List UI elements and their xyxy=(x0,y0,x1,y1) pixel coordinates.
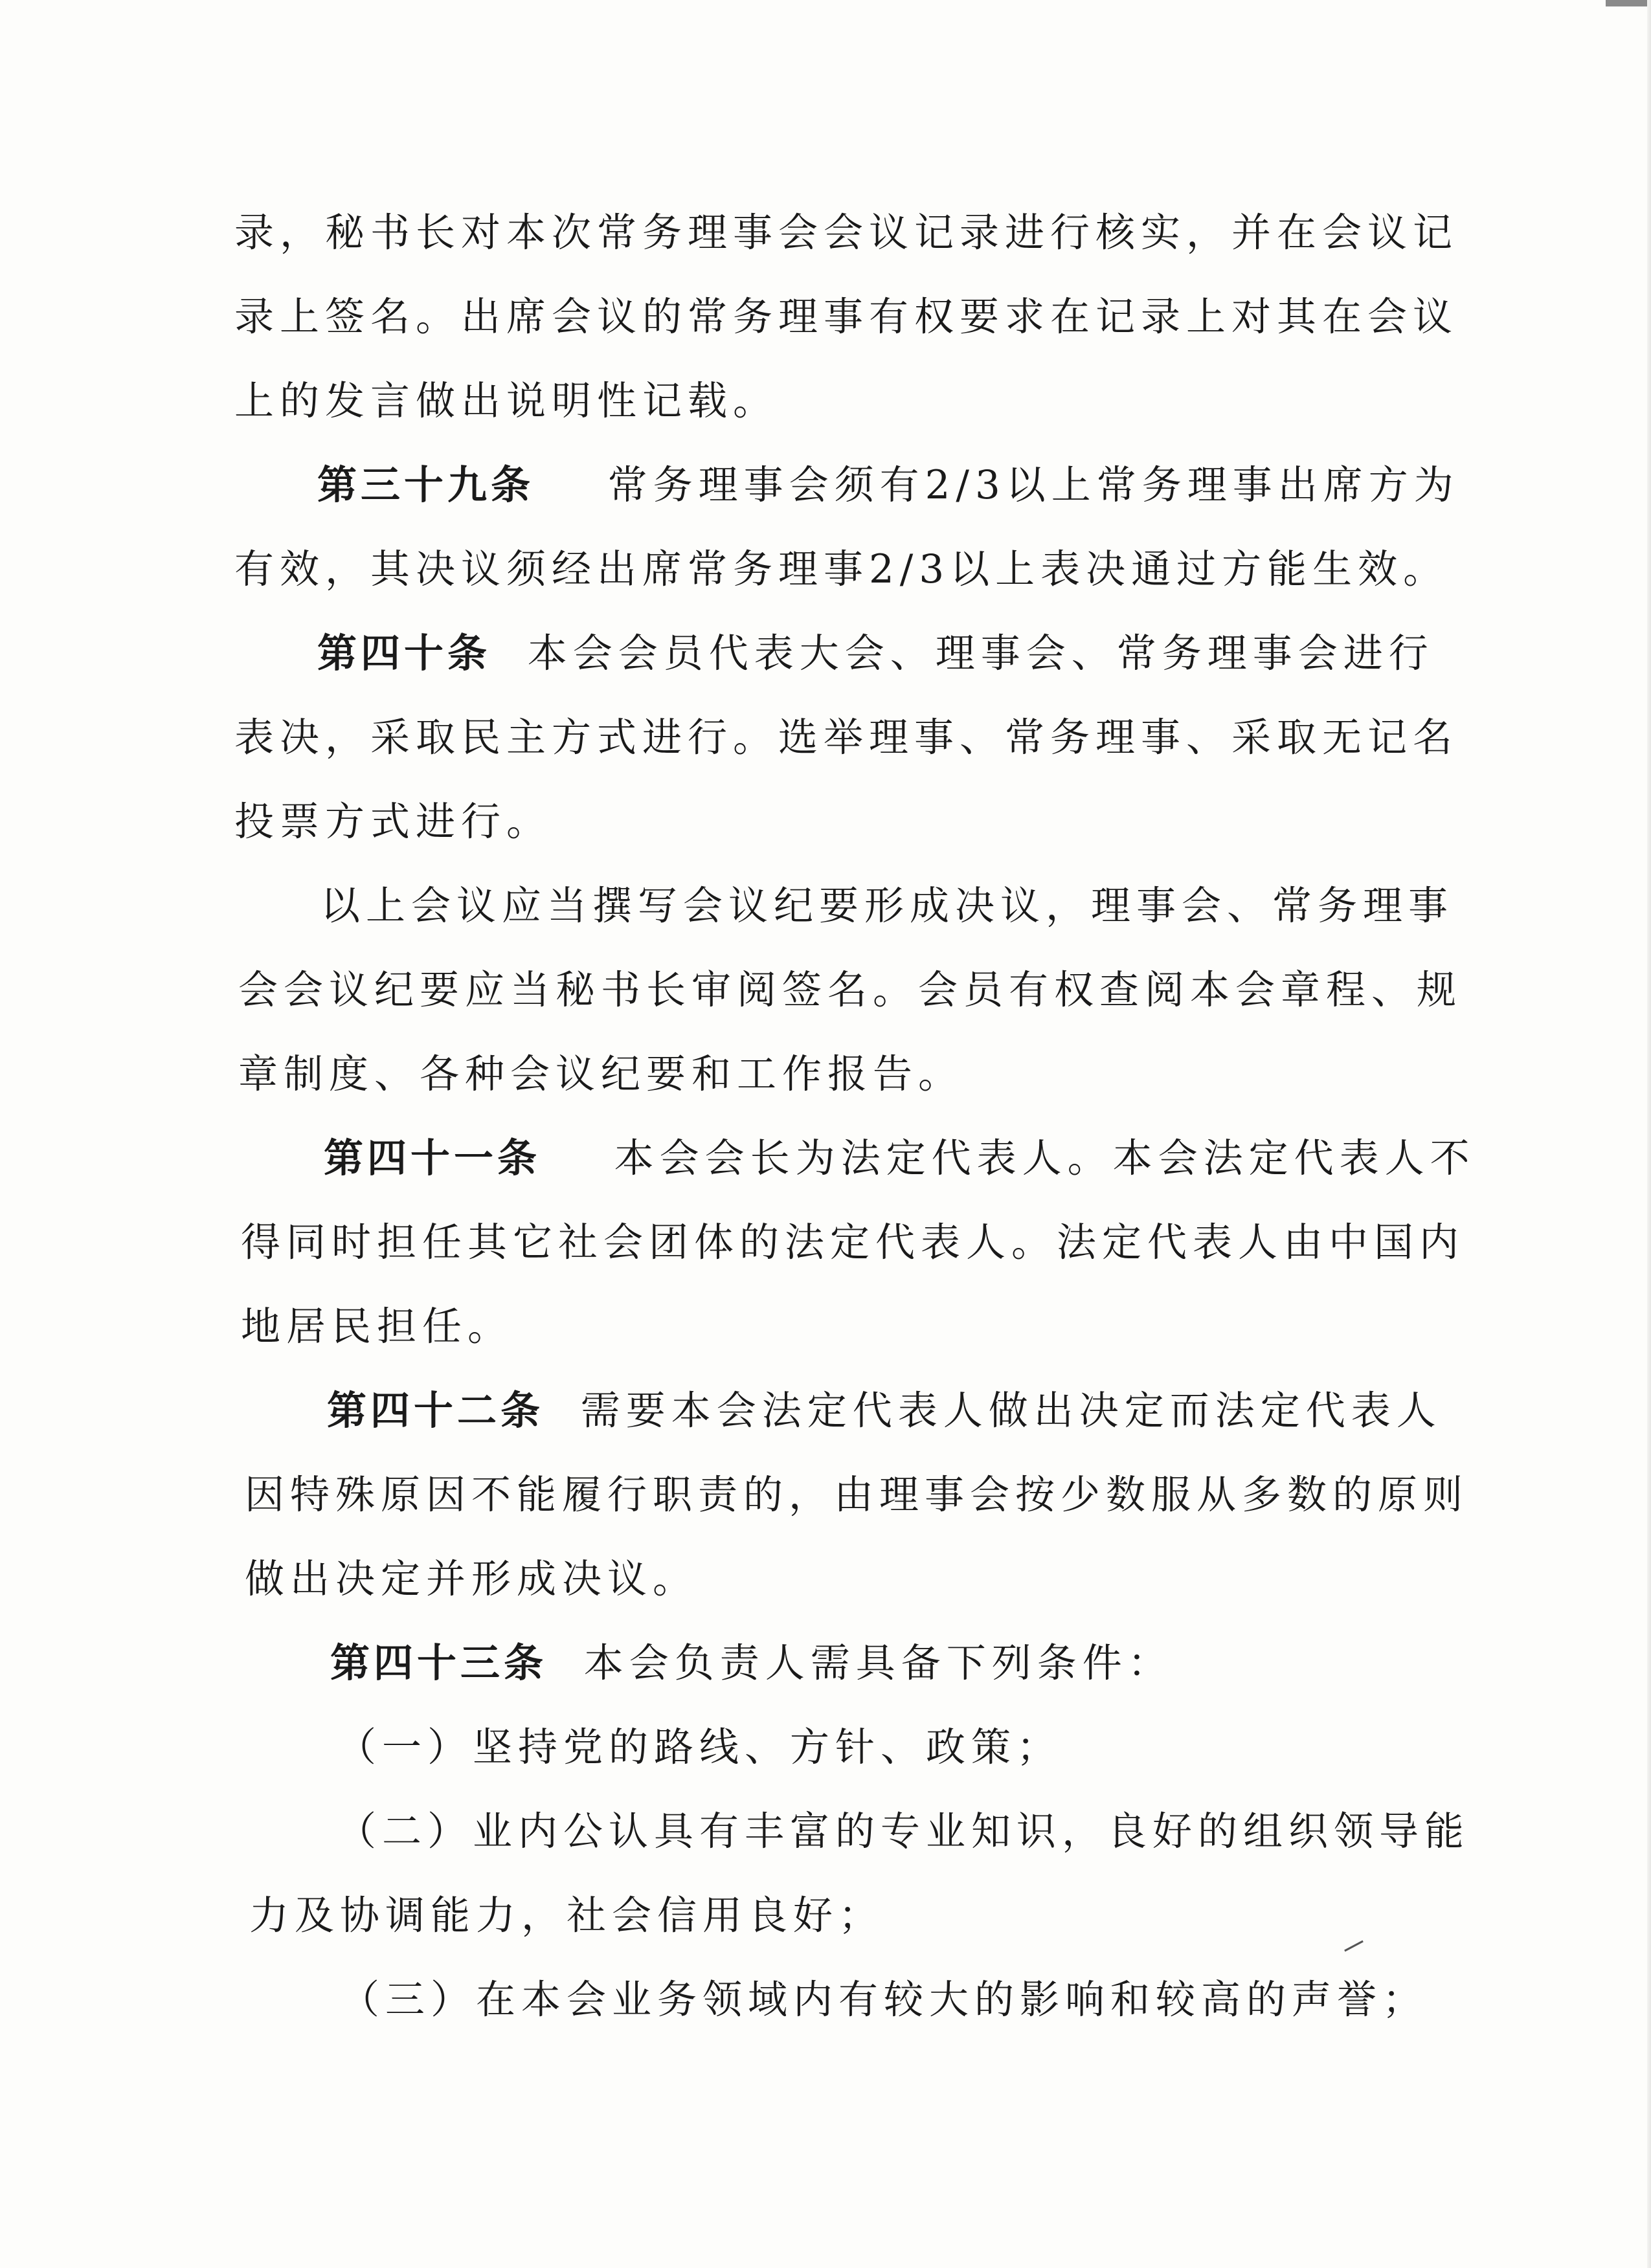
line-text: （二）业内公认具有丰富的专业知识，良好的组织领导能 xyxy=(337,1808,1470,1854)
body-line xyxy=(238,1049,963,1100)
line-text: 章制度、各种会议纪要和工作报告。 xyxy=(238,1051,964,1097)
body-line xyxy=(238,964,1462,1016)
scan-edge xyxy=(1647,0,1651,2268)
article-43-line xyxy=(330,1638,1173,1689)
body-line xyxy=(245,1553,698,1605)
line-text: 投票方式进行。 xyxy=(234,799,552,845)
body-line xyxy=(245,1469,1468,1521)
line-text: 地居民担任。 xyxy=(241,1304,513,1350)
article-42-line xyxy=(327,1385,1442,1437)
line-text: 本会负责人需具备下列条件： xyxy=(583,1640,1173,1686)
article-number: 第三十九条 xyxy=(317,462,535,508)
line-text: 以上会议应当撰写会议纪要形成决议，理事会、常务理事 xyxy=(320,883,1454,929)
article-39-line xyxy=(317,460,1459,511)
line-text: 做出决定并形成决议。 xyxy=(245,1556,699,1602)
body-line xyxy=(234,291,1458,343)
line-text: 上的发言做出说明性记载。 xyxy=(234,378,779,424)
line-text: 因特殊原因不能履行职责的，由理事会按少数服从多数的原则 xyxy=(245,1472,1469,1518)
body-line xyxy=(234,796,552,848)
line-text: 录，秘书长对本次常务理事会会议记录进行核实，并在会议记 xyxy=(234,210,1459,256)
pen-mark xyxy=(1344,1940,1364,1952)
line-text: 表决，采取民主方式进行。选举理事、常务理事、采取无记名 xyxy=(234,715,1459,761)
line-text: 需要本会法定代表人做出决定而法定代表人 xyxy=(580,1388,1442,1434)
line-text: 会会议纪要应当秘书长审阅签名。会员有权查阅本会章程、规 xyxy=(238,967,1463,1013)
body-line xyxy=(234,712,1458,764)
line-text: 力及协调能力，社会信用良好； xyxy=(249,1893,884,1939)
list-item xyxy=(340,1974,1428,2026)
body-line xyxy=(249,1890,884,1942)
line-text: 常务理事会须有2/3以上常务理事出席方为 xyxy=(607,462,1459,508)
body-line xyxy=(241,1217,1465,1269)
article-number: 第四十二条 xyxy=(327,1388,545,1434)
line-text: 本会会长为法定代表人。本会法定代表人不 xyxy=(614,1135,1476,1181)
line-text: 有效，其决议须经出席常务理事2/3以上表决通过方能生效。 xyxy=(234,546,1449,592)
body-line xyxy=(234,207,1458,259)
body-line xyxy=(234,544,1448,595)
body-line xyxy=(241,1301,513,1353)
body-line xyxy=(234,375,778,427)
article-40-line xyxy=(317,628,1434,680)
line-text: 得同时担任其它社会团体的法定代表人。法定代表人由中国内 xyxy=(241,1219,1465,1265)
line-text: 本会会员代表大会、理事会、常务理事会进行 xyxy=(527,630,1434,676)
line-text: （三）在本会业务领域内有较大的影响和较高的声誉； xyxy=(340,1977,1428,2023)
list-item xyxy=(337,1806,1470,1858)
article-number: 第四十条 xyxy=(317,630,491,676)
list-item xyxy=(337,1722,1062,1773)
article-number: 第四十三条 xyxy=(330,1640,548,1686)
line-text: （一）坚持党的路线、方针、政策； xyxy=(337,1724,1062,1770)
line-text: 录上签名。出席会议的常务理事有权要求在记录上对其在会议 xyxy=(234,294,1459,340)
body-line xyxy=(320,880,1454,932)
article-41-line xyxy=(324,1133,1476,1184)
article-number: 第四十一条 xyxy=(324,1135,541,1181)
scan-edge xyxy=(1606,0,1651,6)
